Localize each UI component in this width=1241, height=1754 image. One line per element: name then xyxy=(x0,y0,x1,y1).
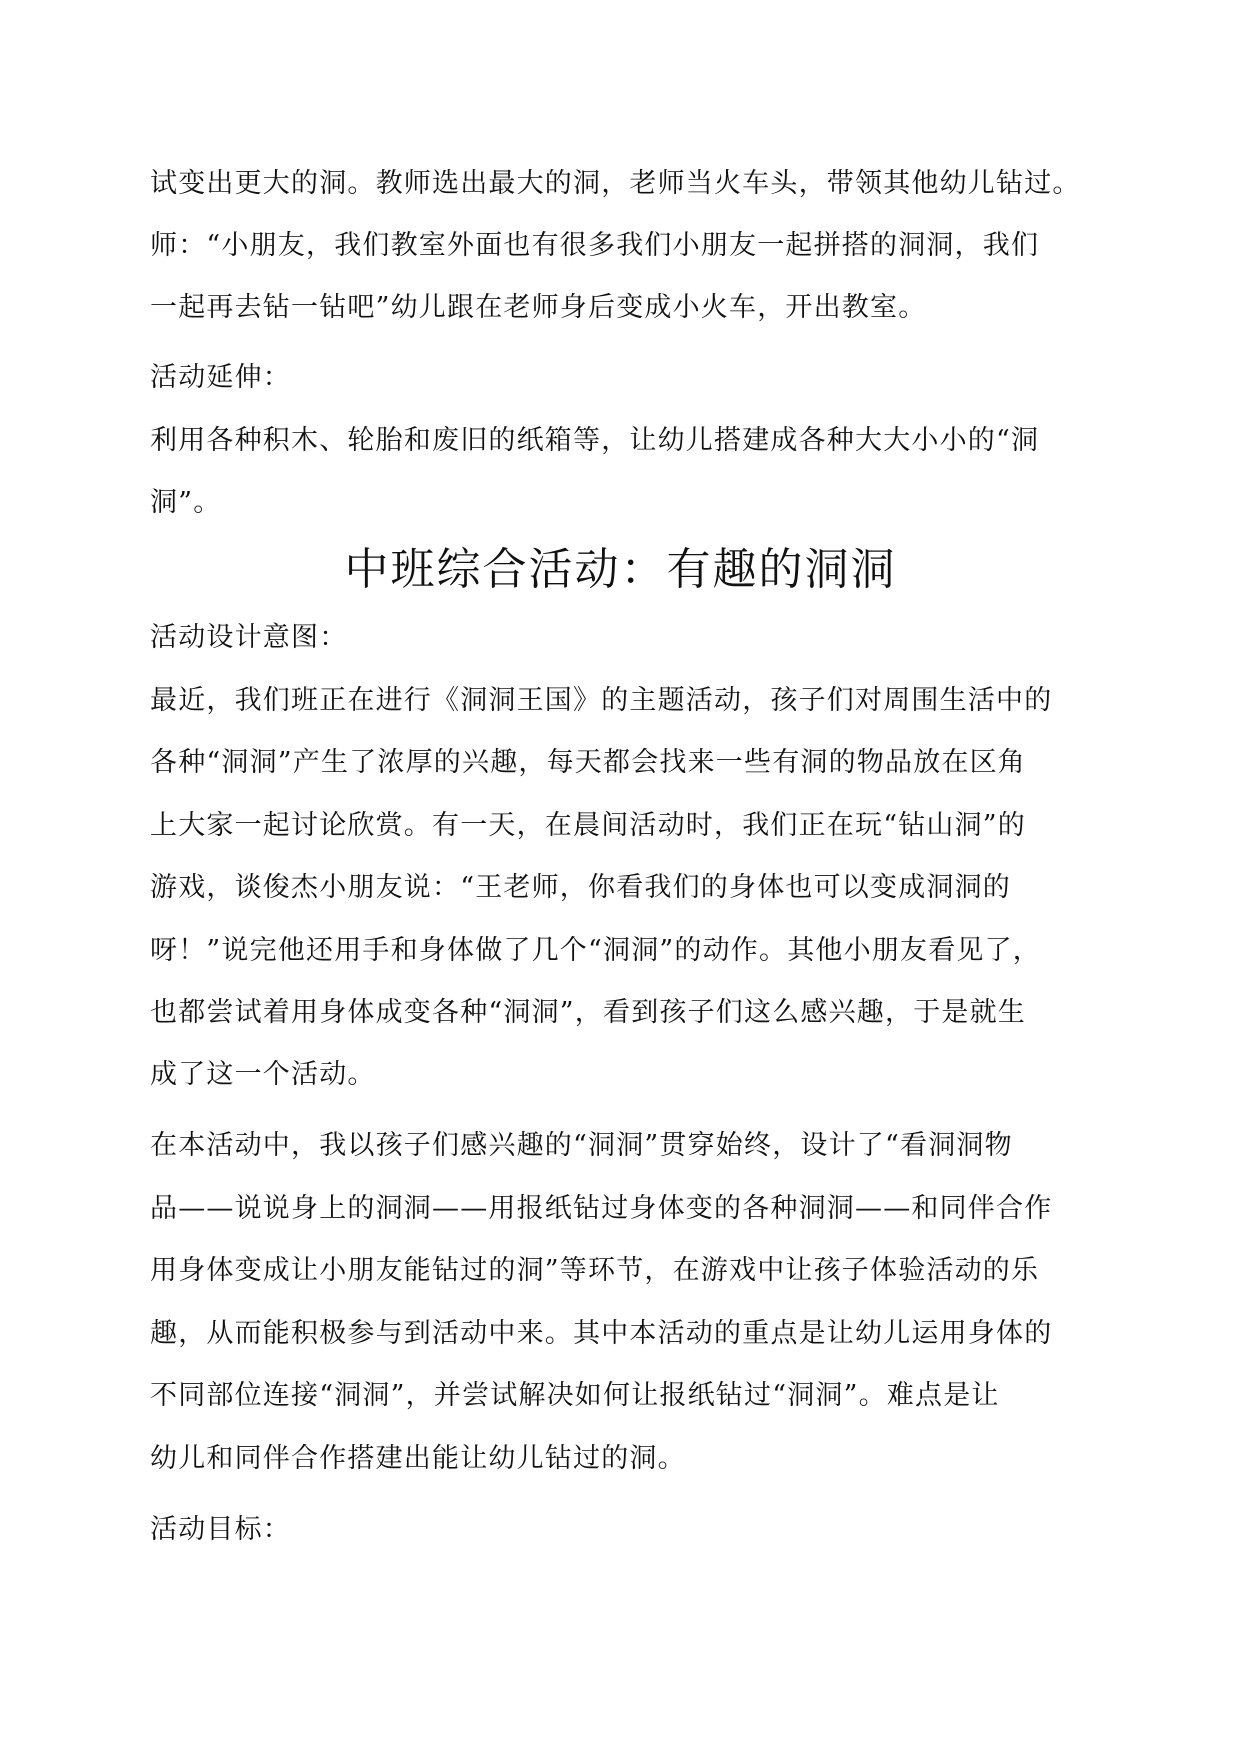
section-heading-goals: 活动目标： xyxy=(150,1514,291,1545)
body-text-line: 各种“洞洞”产生了浓厚的兴趣，每天都会找来一些有洞的物品放在区角 xyxy=(150,747,1027,778)
body-text-line: 师：“小朋友，我们教室外面也有很多我们小朋友一起拼搭的洞洞，我们 xyxy=(150,230,1040,261)
document-title: 中班综合活动：有趣的洞洞 xyxy=(344,544,897,595)
body-text-line: 也都尝试着用身体成变各种“洞洞”，看到孩子们这么感兴趣，于是就生 xyxy=(150,997,1027,1028)
body-text-line: 上大家一起讨论欣赏。有一天，在晨间活动时，我们正在玩“钻山洞”的 xyxy=(150,810,1027,841)
body-text-line: 在本活动中，我以孩子们感兴趣的“洞洞”贯穿始终，设计了“看洞洞物 xyxy=(150,1130,1013,1161)
body-text-line: 一起再去钻一钻吧”幼儿跟在老师身后变成小火车，开出教室。 xyxy=(150,292,927,323)
section-heading-extension: 活动延伸： xyxy=(150,362,291,393)
body-text-line: 趣，从而能积极参与到活动中来。其中本活动的重点是让幼儿运用身体的 xyxy=(150,1318,1053,1349)
body-text-line: 最近，我们班正在进行《洞洞王国》的主题活动，孩子们对周围生活中的 xyxy=(150,685,1053,716)
body-text-line: 成了这一个活动。 xyxy=(150,1059,376,1090)
section-heading-design-intent: 活动设计意图： xyxy=(150,622,348,653)
body-text-line: 利用各种积木、轮胎和废旧的纸箱等，让幼儿搭建成各种大大小小的“洞 xyxy=(150,425,1040,456)
body-text-line: 幼儿和同伴合作搭建出能让幼儿钻过的洞。 xyxy=(150,1443,686,1474)
body-text-line: 试变出更大的洞。教师选出最大的洞，老师当火车头，带领其他幼儿钻过。 xyxy=(150,168,1081,199)
body-text-line: 用身体变成让小朋友能钻过的洞”等环节，在游戏中让孩子体验活动的乐 xyxy=(150,1255,1040,1286)
body-text-line: 洞”。 xyxy=(150,487,222,518)
body-text-line: 游戏，谈俊杰小朋友说：“王老师，你看我们的身体也可以变成洞洞的 xyxy=(150,872,1012,903)
body-text-line: 品——说说身上的洞洞——用报纸钻过身体变的各种洞洞——和同伴合作 xyxy=(150,1193,1053,1224)
body-text-line: 呀！”说完他还用手和身体做了几个“洞洞”的动作。其他小朋友看见了， xyxy=(150,935,1042,966)
body-text-line: 不同部位连接“洞洞”，并尝试解决如何让报纸钻过“洞洞”。难点是让 xyxy=(150,1380,1000,1411)
